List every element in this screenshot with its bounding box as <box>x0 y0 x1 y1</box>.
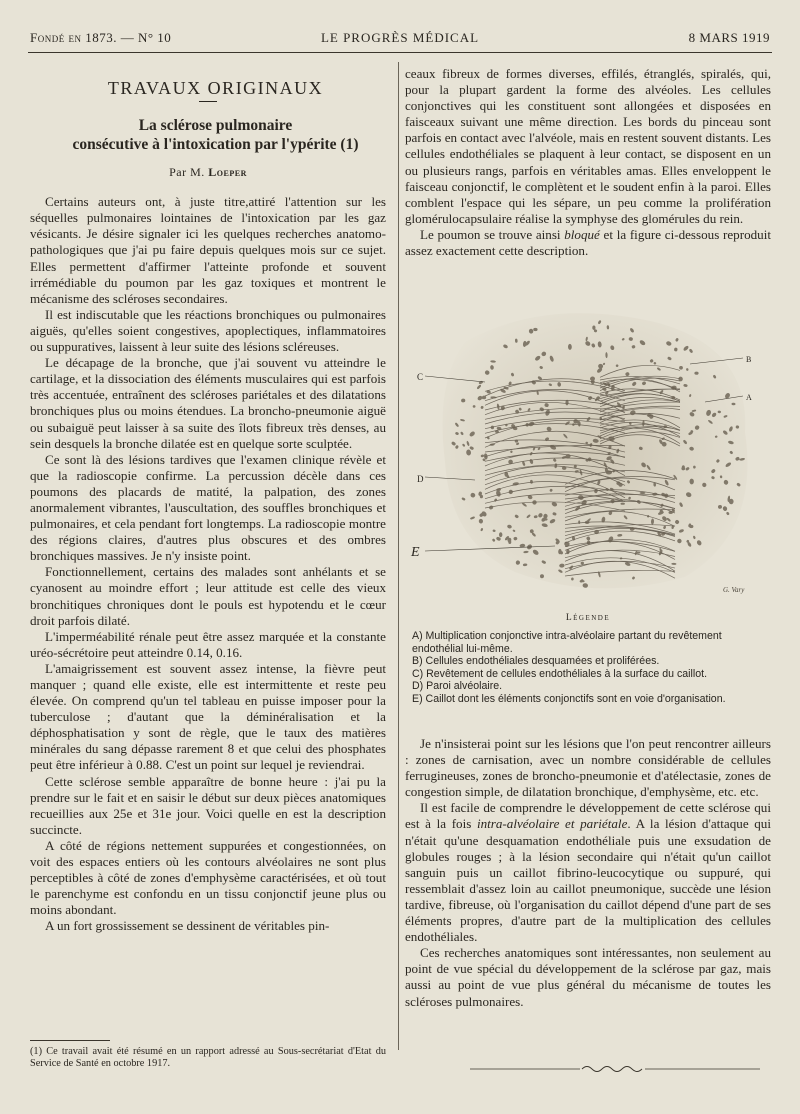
author-name: Loeper <box>208 165 247 180</box>
header-journal-title: LE PROGRÈS MÉDICAL <box>320 30 480 45</box>
paragraph: Il est indiscutable que les réactions bronchiques ou pulmonaires aiguës, qu'elles soient congestives, apoplectiques, inflammatoires ou suppuratives, laissent à leur suite des lésions scléreuses. <box>30 306 386 355</box>
paragraph: ceaux fibreux de formes diverses, effilés, étranglés, spiralés, qui, pour la plupart gardent la forme des alvéoles. Les cellules conjonctives qui les constituent sont allongées et disposées en faisceaux suivant une même direction. Les bords du pinceau sont parfois en contact avec l'alvéole, mais en restent souvent distants. Les cellules endothéliales se plaquent à leur contact, se disposent en un ou plusieurs rangs, parfois en véritables amas. Elles enveloppent le faisceau conjonctif, le complètent et le soudent enfin à la paroi. Elles comblent l'espace qui les sépare, un peu comme la prolifération glomérulocapsulaire réalise la symphyse des glomérules du rein. <box>405 66 771 226</box>
left-column <box>30 80 386 935</box>
article-author <box>30 164 386 180</box>
figure-signature: G. Vary <box>723 586 745 594</box>
paragraph: Je n'insisterai point sur les lésions que l'on peut rencontrer ailleurs : zones de carnisation, avec un nombre considérable de cellules ferrugineuses, zones de broncho-pneumonie et d'atélectasie, zones de congestion simple, de dilatation bronchique, d'emphysème, etc. etc. <box>405 736 771 800</box>
paragraph: Fonctionnellement, certains des malades sont anhélants et se cyanosent au moindre effort ; leur attitude est celle des vieux bronchitiques chroniques dont le pouls est hypotendu et le cœur droit parfois dilaté. <box>30 564 386 628</box>
legend-item: A) Multiplication conjonctive intra-alvéolaire partant du revêtement endothélial lui-même. <box>412 630 722 655</box>
section-heading: TRAVAUX ORIGINAUX <box>107 78 324 98</box>
legend-item: B) Cellules endothéliales desquamées et proliférées. <box>412 655 660 668</box>
end-ornament <box>470 1062 760 1076</box>
column-divider <box>398 62 399 1050</box>
legend-item: E) Caillot dont les éléments conjonctifs sont en voie d'organisation. <box>412 692 726 705</box>
paragraph: L'amaigrissement est souvent assez intense, la fièvre peut manquer ; quand elle existe, elle est intermittente et reste peu élevée. On comprend qu'un tel tableau en puisse imposer pour la tuberculose ; d'autant que la déminéralisation et la déphosphatisation y sont de règle, que le taux des matières minérales du sang dépasse rarement 8 et que celui des phosphates peut être inférieur à 0.88. C'est un point sur lequel je reviendrai. <box>30 660 386 773</box>
running-header <box>30 30 770 50</box>
paragraph: L'imperméabilité rénale peut être assez marquée et la constante uréo-sécrétoire peut atteindre 0.14, 0.16. <box>30 628 386 660</box>
header-date: 8 MARS 1919 <box>688 30 770 45</box>
emphasis: bloqué <box>564 226 600 242</box>
section-dash <box>199 101 217 102</box>
figure-label-e: E <box>411 545 420 560</box>
footnote: (1) Ce travail avait été résumé en un rapport adressé au Sous-secrétariat d'Etat du Service de Santé en octobre 1917. <box>30 1046 386 1069</box>
legend-item: C) Revêtement de cellules endothéliales à la surface du caillot. <box>412 667 708 680</box>
figure-legend <box>412 630 770 706</box>
paragraph: A côté de régions nettement suppurées et congestionnées, on voit des espaces entiers où les contours alvéolaires ne sont plus perceptibles à côté de zones d'emphysème caractérisées, et où tout le parenchyme est confondu en un tissu conjonctif jeune plus ou moins abondant. <box>30 837 386 918</box>
paragraph: A un fort grossissement se dessinent de véritables pin- <box>45 918 330 934</box>
author-prefix: Par M. <box>169 165 205 180</box>
legend-title: Légende <box>565 613 611 623</box>
legend-item: D) Paroi alvéolaire. <box>412 680 503 693</box>
paragraph: Ce sont là des lésions tardives que l'examen clinique révèle et que la radioscopie confirme. La percussion décèle dans ces poumons des placards de matité, la palpation, des zones anormalement vibrantes, l'auscultation, des souffles bronchiques et pulmonaires, et cela pendant fort longtemps. La radioscopie montre des régions claires, d'autres plus obscures et des ombres bronchiques massives. Je n'y insiste point. <box>30 451 386 564</box>
figure-label-a: A <box>746 393 752 402</box>
figure-label-b: B <box>746 355 752 364</box>
paragraph: Il est facile de comprendre le développement de cette sclérose qui est à la fois intra-alvéolaire et pariétale. A la lésion d'attaque qui n'était qu'une desquamation endothéliale puis une exsudation de globules rouges ; à la lésion secondaire qui n'était qu'un caillot sanguin puis un caillot fibrino-leucocytique ou suppuré, qui ressemblait d'assez loin au caillot pneumonique, succède une lésion tardive, fibreuse, où l'organisation du caillot dépend d'une part de ses éléments propres, d'autre part de la multiplication des cellules endothéliales. <box>405 800 771 945</box>
footnote-rule <box>30 1040 110 1041</box>
figure-label-c: C <box>417 372 424 382</box>
histology-illustration <box>405 302 771 608</box>
right-column-top <box>405 66 771 259</box>
article-title-line1: La sclérose pulmonaire <box>138 117 293 135</box>
paragraph: Le poumon se trouve ainsi bloqué et la figure ci-dessous reproduit assez exactement cette description. <box>405 226 771 259</box>
article-title-line2: consécutive à l'intoxication par l'ypérite (1) <box>72 136 359 154</box>
histology-figure <box>405 302 771 608</box>
paragraph: Ces recherches anatomiques sont intéressantes, non seulement au point de vue spécial du développement de la sclérose par gaz, mais aussi au point de vue plus général du mécanisme de toutes les scléroses pulmonaires. <box>405 945 771 1009</box>
emphasis: intra-alvéolaire et pariétale <box>476 816 628 832</box>
paragraph: Certains auteurs ont, à juste titre,attiré l'attention sur les séquelles pulmonaires lointaines de l'intoxication par les gaz vésicants. Je désire signaler ici les quelques recherches anatomo-pathologiques que j'ai pu faire depuis quelques mois sur ce sujet. Elles permettent d'affirmer l'atteinte profonde et souvent irrémédiable du poumon par les gaz toxiques et montrent le mécanisme des scléroses secondaires. <box>30 194 386 306</box>
header-rule <box>28 52 772 53</box>
figure-label-d: D <box>417 474 424 484</box>
right-column-bottom <box>405 736 771 1010</box>
paragraph: Le décapage de la bronche, que j'ai souvent vu atteindre le cartilage, et la dissociation des éléments musculaires qui est parfois très accentuée, entraînent des scléroses pariétales et des dilatations bronchiques plus ou moins étendues. La broncho-pneumonie aiguë ou subaiguë peut laisser à sa suite des îlots fibreux très denses, au sein desquels la bronche dilatée est en quelque sorte sculptée. <box>30 355 386 451</box>
header-founded: Fondé en 1873. — N° 10 <box>30 30 172 45</box>
paragraph: Cette sclérose semble apparaître de bonne heure : j'ai pu la prendre sur le fait et en saisir le début sur deux pièces anatomiques recueillies aux 25e et 31e jour. Voici quelle en est la description succincte. <box>30 773 386 837</box>
